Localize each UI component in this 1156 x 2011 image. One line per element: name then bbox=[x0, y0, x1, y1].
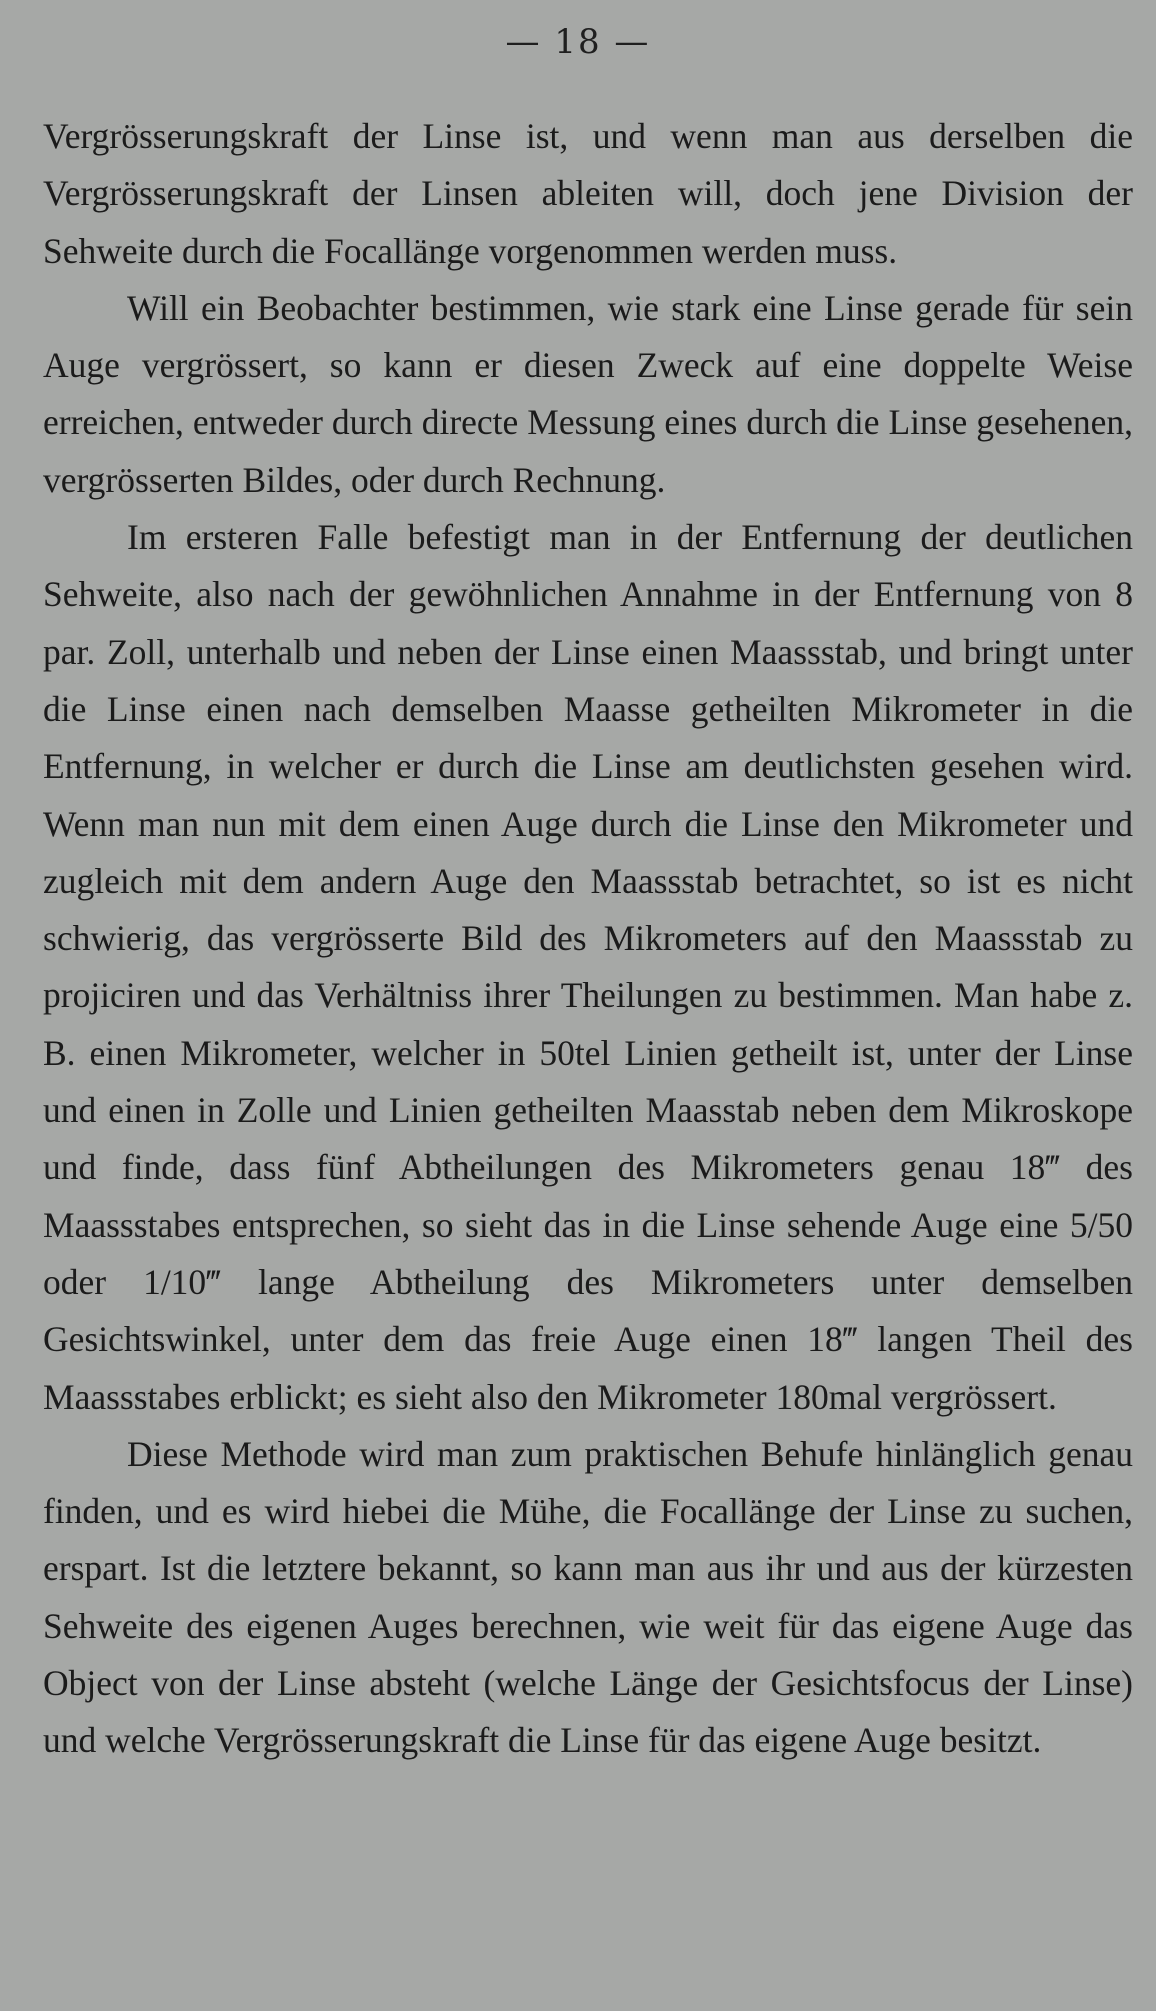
paragraph-2: Will ein Beobachter bestimmen, wie stark eine Linse gerade für sein Auge vergrössert, so kann er diesen Zweck auf eine doppelte Weise erreichen, entweder durch directe Messung eines durch die Linse gesehenen, vergrösserten Bildes, oder durch Rechnung. bbox=[43, 287, 1133, 500]
page-number: — 18 — bbox=[505, 22, 651, 62]
paragraph-3: Im ersteren Falle befestigt man in der Entfernung der deutlichen Sehweite, also nach der gewöhnlichen Annahme in der Entfernung von 8 par. Zoll, unterhalb und neben der Linse einen Maassstab, und bringt unter die Linse einen nach demselben Maasse getheilten Mikrometer in die Entfernung, in welcher er durch die Linse am deutlichsten gesehen wird. Wenn man nun mit dem einen Auge durch die Linse den Mikrometer und zugleich mit dem andern Auge den Maassstab betrachtet, so ist es nicht schwierig, das vergrösserte Bild des Mikrometers auf den Maassstab zu projiciren und das Verhältniss ihrer Theilungen zu bestimmen. Man habe z. B. einen Mikrometer, welcher in 50tel Linien getheilt ist, unter der Linse und einen in Zolle und Linien getheilten Maasstab neben dem Mikroskope und finde, dass fünf Abtheilungen des Mikrometers genau 18‴ des Maassstabes entsprechen, so sieht das in die Linse sehende Auge eine 5/50 oder 1/10‴ lange Abtheilung des Mikrometers unter demselben Gesichtswinkel, unter dem das freie Auge einen 18‴ langen Theil des Maassstabes erblickt; es sieht also den Mikrometer 180mal vergrössert. bbox=[43, 517, 1133, 1417]
paragraph-4: Diese Methode wird man zum praktischen Behufe hinlänglich genau finden, und es wird hiebei die Mühe, die Focallänge der Linse zu suchen, erspart. Ist die letztere bekannt, so kann man aus ihr und aus der kürzesten Sehweite des eigenen Auges berechnen, wie weit für das eigene Auge das Object von der Linse absteht (welche Länge der Gesichtsfocus der Linse) und welche Vergrösserungskraft die Linse für das eigene Auge besitzt. bbox=[43, 1433, 1133, 1761]
body-text bbox=[43, 108, 1133, 1770]
paragraph-1: Vergrösserungskraft der Linse ist, und wenn man aus derselben die Vergrösserungskraft der Linsen ableiten will, doch jene Division der Sehweite durch die Focallänge vorgenommen werden muss. bbox=[43, 116, 1133, 271]
